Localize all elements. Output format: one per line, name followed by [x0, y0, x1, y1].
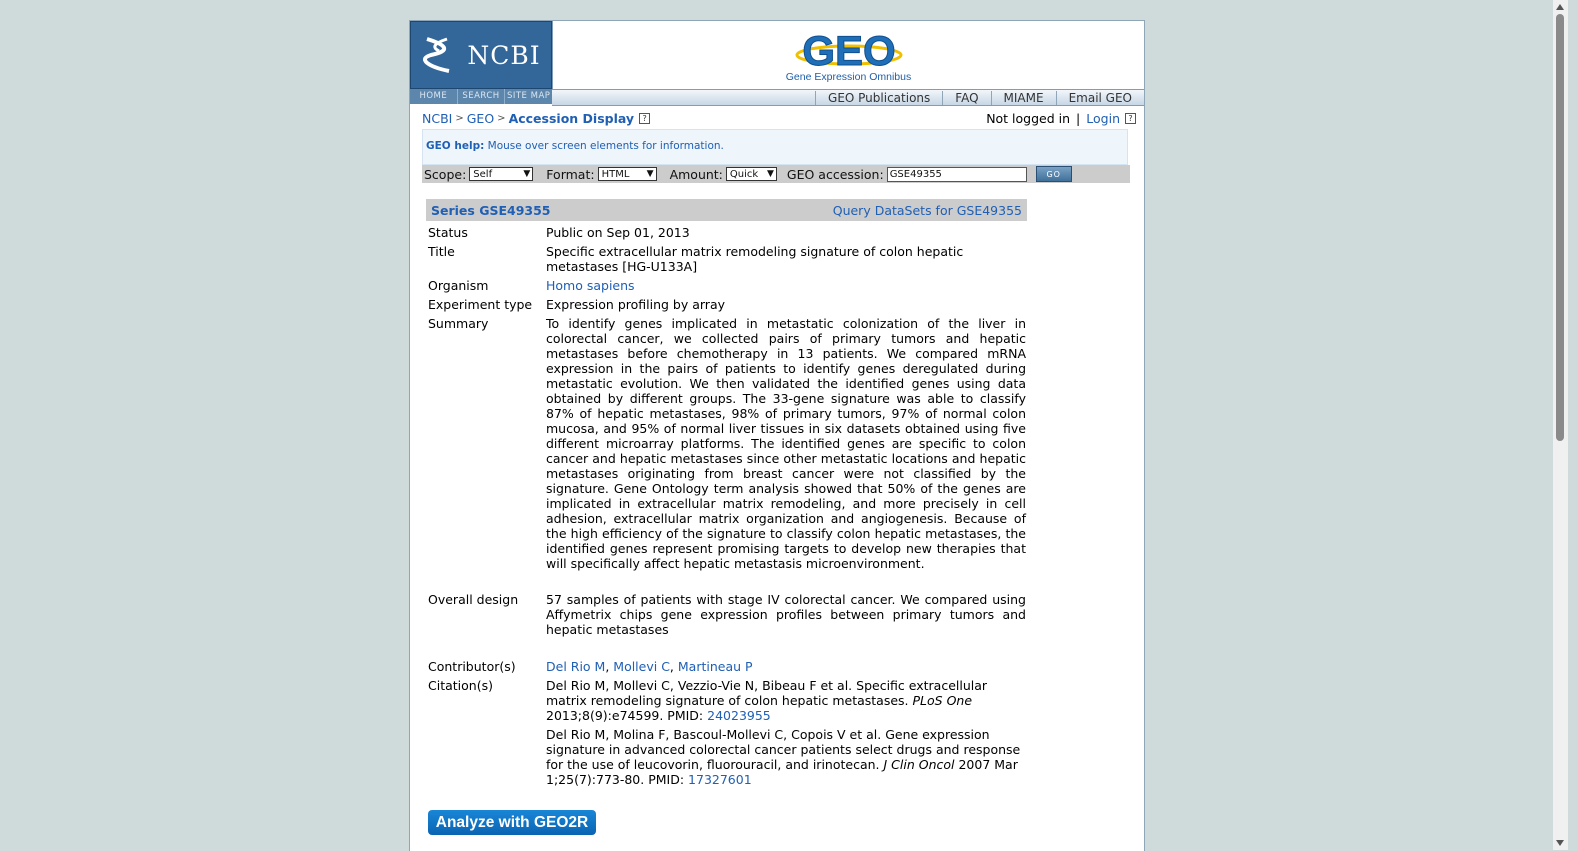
field-label: Summary: [428, 316, 489, 331]
chevron-down-icon: ▼: [523, 169, 531, 179]
login-area: [986, 111, 1136, 126]
scroll-down-icon[interactable]: [1556, 840, 1564, 846]
login-help-icon[interactable]: ?: [1125, 113, 1136, 124]
breadcrumb-separator: >: [497, 112, 506, 124]
format-select-value: HTML: [601, 168, 630, 180]
row-summary: [428, 316, 1026, 571]
geo-nav-email[interactable]: Email GEO: [1056, 91, 1144, 105]
citation-ref: 2007 Mar 1;25(7):773-80. PMID:: [546, 757, 1018, 787]
citation-text: Del Rio M, Molina F, Bascoul-Mollevi C, Copois V et al. Gene expression signature in advanced colorectal cancer patients select drugs and response for the use of leucovorin, fluorouracil, and irinotecan.: [546, 727, 1021, 772]
scroll-up-icon[interactable]: [1556, 4, 1564, 10]
experiment-type-value: Expression profiling by array: [546, 297, 726, 312]
geo-logo-text: GEO: [801, 27, 896, 73]
geo-nav-miame[interactable]: MIAME: [991, 91, 1056, 105]
organism-link[interactable]: Homo sapiens: [546, 278, 635, 293]
citation-journal: J Clin Oncol: [883, 757, 955, 772]
scope-select[interactable]: [469, 167, 533, 181]
field-label: Organism: [428, 278, 489, 293]
citation-ref: 2013;8(9):e74599. PMID:: [546, 708, 704, 723]
login-link[interactable]: Login: [1086, 110, 1120, 126]
breadcrumb: [422, 109, 1136, 127]
row-status: [428, 225, 1026, 240]
ncbi-nav-home[interactable]: HOME: [410, 89, 458, 104]
ncbi-helix-icon: [421, 35, 457, 75]
contributor-link[interactable]: Del Rio M: [546, 659, 606, 674]
series-header: [426, 199, 1027, 221]
contributor-link[interactable]: Mollevi C: [613, 659, 670, 674]
contributor-link[interactable]: Martineau P: [677, 659, 753, 674]
field-label: Title: [428, 244, 455, 259]
format-select[interactable]: [598, 167, 657, 181]
scrollbar-thumb[interactable]: [1556, 14, 1564, 441]
row-experiment-type: [428, 297, 1026, 312]
geo-nav-publications[interactable]: GEO Publications: [815, 91, 942, 105]
vertical-scrollbar[interactable]: [1553, 0, 1568, 850]
row-citations: [428, 678, 1026, 791]
field-label: Citation(s): [428, 678, 493, 693]
breadcrumb-accession-display: Accession Display: [508, 110, 635, 126]
ncbi-nav-site-map[interactable]: SITE MAP: [506, 91, 551, 101]
login-divider: |: [1076, 110, 1081, 126]
geo-header: [552, 21, 1144, 89]
chevron-down-icon: ▼: [766, 169, 774, 179]
pmid-link[interactable]: 17327601: [688, 772, 752, 787]
field-label: Status: [428, 225, 468, 240]
breadcrumb-geo[interactable]: GEO: [466, 110, 495, 126]
login-status: Not logged in: [986, 110, 1071, 126]
page-container: [409, 20, 1145, 851]
ncbi-logo[interactable]: [410, 21, 552, 89]
row-contributors: [428, 659, 1026, 674]
go-button[interactable]: GO: [1036, 166, 1072, 182]
pmid-link[interactable]: 24023955: [707, 708, 771, 723]
citation: [546, 727, 1026, 787]
title-value: Specific extracellular matrix remodeling signature of colon hepatic metastases [HG-U133A]: [546, 244, 964, 274]
citations-list: [546, 678, 1026, 791]
ncbi-nav-search[interactable]: SEARCH: [458, 89, 506, 104]
row-title: [428, 244, 1026, 274]
analyze-geo2r-button[interactable]: Analyze with GEO2R: [428, 810, 596, 835]
row-organism: [428, 278, 1026, 293]
citation-journal: PLoS One: [912, 693, 973, 708]
accession-toolbar: [422, 165, 1130, 183]
accession-input[interactable]: GSE49355: [887, 167, 1027, 182]
summary-value: To identify genes implicated in metastatic colonization of the liver in colorectal cancer, we collected pairs of primary tumors and hepatic metastases before chemotherapy in 13 patients. We compared mRNA expression in the pairs of patients to identify genes deregulated during metastatic evolution. We then validated the identified genes using data obtained by different groups. The 33-gene signature was able to classify 87% of hepatic metastases, 98% of primary tumors, 97% of normal colon mucosa, and 95% of normal liver tissues in six datasets obtained using five different microarray platforms. The identified genes are specific to colon cancer and hepatic metastases since other metastatic locations and hepatic metastases originating from breast cancer were not classified by the signature. Gene Ontology term analysis showed that 50% of the genes are implicated in extracellular matrix remodeling, and more precisely in cell adhesion, extracellular matrix organization and angiogenesis. Because of the high efficiency of the signature to classify colon hepatic metastases, the identified genes represent promising targets to develop new therapies that will specifically affect hepatic metastasis microenvironment.: [546, 316, 1026, 571]
citation-text: Del Rio M, Mollevi C, Vezzio-Vie N, Bibeau F et al. Specific extracellular matrix remodeling signature of colon hepatic metastases.: [546, 678, 988, 708]
amount-select[interactable]: [726, 167, 777, 181]
breadcrumb-ncbi[interactable]: NCBI: [422, 110, 453, 126]
ncbi-logo-text: NCBI: [467, 40, 541, 70]
ncbi-nav: [410, 89, 552, 104]
field-label: Experiment type: [428, 297, 533, 312]
geo-nav-faq[interactable]: FAQ: [942, 91, 990, 105]
status-value: Public on Sep 01, 2013: [546, 225, 690, 240]
query-datasets-link[interactable]: Query DataSets for GSE49355: [832, 202, 1022, 218]
field-label: Contributor(s): [428, 659, 516, 674]
citation: [546, 678, 1026, 723]
scope-label: Scope:: [424, 166, 467, 182]
series-title: Series GSE49355: [431, 202, 551, 218]
amount-select-value: Quick: [729, 168, 759, 180]
row-overall-design: [428, 592, 1026, 637]
contributors-list: Del Rio M, Mollevi C, Martineau P: [546, 659, 753, 674]
geo-help-label: GEO help:: [426, 140, 485, 152]
scope-select-value: Self: [473, 168, 493, 180]
geo-help-text: Mouse over screen elements for information.: [487, 140, 724, 152]
field-label: Overall design: [428, 592, 519, 607]
amount-label: Amount:: [669, 166, 723, 182]
geo-nav: [552, 89, 1144, 106]
format-label: Format:: [546, 166, 595, 182]
help-icon[interactable]: ?: [639, 113, 650, 124]
geo-subtitle: Gene Expression Omnibus: [785, 71, 912, 83]
chevron-down-icon: ▼: [646, 169, 654, 179]
geo-logo[interactable]: [794, 27, 904, 73]
overall-design-value: 57 samples of patients with stage IV colorectal cancer. We compared using Affymetrix chips gene expression profiles between primary tumors and hepatic metastases: [546, 592, 1026, 637]
accession-label: GEO accession:: [786, 166, 884, 182]
geo-help-box: [422, 129, 1128, 165]
breadcrumb-separator: >: [455, 112, 464, 124]
